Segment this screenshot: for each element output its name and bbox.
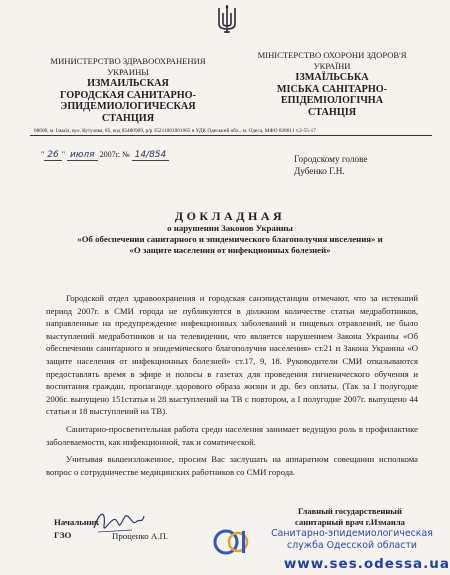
addressee-position: Городскому голове bbox=[294, 154, 368, 164]
date-year: 2007г. № bbox=[99, 150, 130, 159]
ses-logo-icon bbox=[212, 528, 252, 556]
ses-stamp-text bbox=[255, 528, 449, 552]
subject-line: о нарушении Законов Украины bbox=[167, 223, 293, 233]
letterhead-left bbox=[34, 56, 222, 124]
letterhead-address: 68600, м. Ізмаїл, вул. Кутузова, 85, код 05480909, р/р 35211001001065 в УДК Одеський обл., м. Одеса, МФО 828011 т.2-55-17 bbox=[34, 128, 316, 134]
addressee-name: Дубенко Г.Н. bbox=[294, 166, 345, 176]
document-number: 14/854 bbox=[132, 150, 170, 161]
subject-line: «Об обеспечении санитарного и эпидемического благополучия нвселения» и bbox=[77, 234, 383, 244]
ministry-line: МІНІСТЕРСТВО ОХОРОНИ ЗДОРОВ'Я bbox=[257, 50, 407, 60]
ses-website-url: www.ses.odessa.ua bbox=[283, 556, 450, 572]
stamp-line: Санитарно-эпидемиологическая bbox=[271, 528, 433, 539]
signatory-title: Начальник bbox=[54, 517, 100, 527]
ministry-line: МИНИСТЕРСТВО ЗДРАВООХРАНЕНИЯ bbox=[50, 56, 206, 66]
org-line: МІСЬКА САНІТАРНО- bbox=[276, 83, 388, 95]
body-paragraph: Учитывая вышеизложенное, просим Вас заслушать на аппаратном совещании исполкома вопрос о сотрудничестве медицинских работников со СМИ города. bbox=[46, 454, 418, 477]
trident-emblem-icon bbox=[215, 4, 239, 34]
signatory-name: Проценко А.П. bbox=[112, 531, 168, 541]
date-quote: " bbox=[41, 150, 45, 159]
chief-title-line: Главный государственный bbox=[298, 506, 402, 516]
letterhead-right bbox=[232, 50, 432, 118]
org-line: ЭПИДЕМИОЛОГИЧЕСКАЯ bbox=[60, 101, 196, 112]
ministry-line: УКРАЇНИ bbox=[313, 60, 351, 71]
organization-name bbox=[34, 78, 222, 124]
date-month: июля bbox=[67, 150, 98, 161]
organization-name bbox=[232, 72, 432, 118]
document-body bbox=[46, 292, 418, 483]
org-line: ГОРОДСКАЯ САНИТАРНО- bbox=[60, 89, 196, 101]
org-line: СТАНЦИЯ bbox=[101, 112, 155, 124]
signatory-dept: ГЗО bbox=[54, 530, 72, 540]
org-line: ИЗМАИЛЬСКАЯ bbox=[87, 78, 169, 89]
ministry-line: УКРАИНЫ bbox=[107, 66, 149, 77]
letterhead-divider bbox=[30, 135, 432, 136]
addressee-block bbox=[294, 153, 367, 177]
org-line: ІЗМАЇЛЬСЬКА bbox=[295, 72, 369, 83]
body-paragraph: Санитарно-просветительная работа среди населения занимает ведущую роль в профилактике заболеваемости, как инфекционной, так и соматической. bbox=[46, 423, 418, 447]
date-quote: " bbox=[61, 150, 65, 159]
org-line: ЕПІДЕМІОЛОГІЧНА bbox=[280, 95, 384, 106]
body-paragraph: Городской отдел здравоохранения и городская санэпидстанция отмечают, что за истекший период 2007г. в СМИ города не публикуются в должном количестве статьи медработников, направленные на предупреждение инфекционных заболеваний и пищевых отравлений, не было выступлений медработников и на телевидении, что является нарушением Закона Украины «Об обеспечении санитарного и эпидемического благополучия населения» ст.21 и Закона Украины «О защите населения от инфекционных болезней» ст.17, 9, 18. Руководители СМИ отказываются предоставлять время в эфире и полосы в газетах для проведения гигиенического обучения и воспитания граждан, пропаганде здорового образа жизни и др. без оплаты. (Так за I полугодие 2006г. выпущено 151статья и 28 выступлений на ТВ с повтором, а I полугодие 2007г. выпущено 44 статьи и 18 выступлений на ТВ). bbox=[46, 293, 418, 417]
document-subject bbox=[40, 223, 420, 256]
org-line: СТАНЦІЯ bbox=[307, 106, 357, 118]
chief-title-line: санитарный врач г.Измаила bbox=[295, 517, 405, 527]
date-day: 26 bbox=[44, 150, 61, 161]
stamp-line: служба Одесской области bbox=[286, 540, 418, 551]
document-date-number bbox=[41, 150, 169, 160]
document-title: ДОКЛАДНАЯ bbox=[174, 209, 286, 223]
chief-doctor-title bbox=[270, 506, 430, 528]
subject-line: «О защите населения от инфекционных болезней» bbox=[129, 245, 331, 255]
